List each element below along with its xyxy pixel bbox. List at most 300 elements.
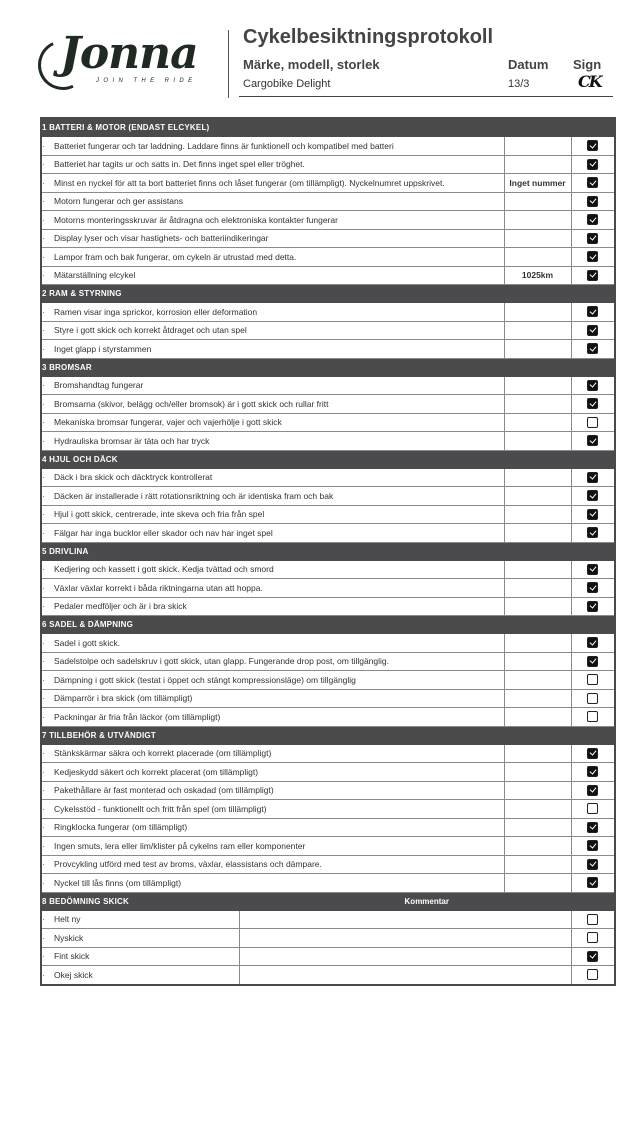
item-text: Pedaler medföljer och är i bra skick [54,601,187,612]
checklist-item [41,524,504,543]
check-cell [571,413,615,432]
assessment-option [41,929,239,948]
check-cell [571,744,615,763]
item-text: Fälgar har inga bucklor eller skador och nav har inget spel [54,527,273,538]
comment-cell[interactable] [504,560,571,579]
check-cell [571,671,615,690]
check-cell [571,340,615,359]
comment-cell[interactable] [504,818,571,837]
checklist-row [41,192,615,211]
bullet-icon: · [42,951,45,962]
section-header [41,450,615,468]
item-text: Däcken är installerade i rätt rotationsriktning och är identiska fram och bak [54,490,334,501]
checklist-row [41,487,615,506]
comment-cell[interactable] [504,800,571,819]
checkbox-checked-icon[interactable] [587,380,598,391]
comment-cell[interactable] [504,579,571,598]
check-cell [571,652,615,671]
checkbox-empty-icon[interactable] [587,969,598,980]
checklist-item [41,800,504,819]
checkbox-checked-icon[interactable] [587,840,598,851]
checklist-item [41,708,504,727]
bullet-icon: · [42,435,45,446]
checklist-item [41,634,504,653]
check-cell [571,579,615,598]
item-text: Minst en nyckel för att ta bort batteriet finns och låset fungerar (om tillämpligt). Nyckelnumret uppskrivet. [54,177,445,188]
comment-cell[interactable] [504,505,571,524]
sign-label: Sign [573,57,602,72]
comment-cell[interactable] [504,874,571,893]
date-value[interactable]: 13/3 [508,78,530,90]
item-text: Pakethållare är fast monterad och oskadad (om tillämpligt) [54,785,274,796]
checklist-row [41,303,615,322]
checklist-item [41,174,504,193]
checkbox-checked-icon[interactable] [587,527,598,538]
item-text: Nyckel till lås finns (om tillämpligt) [54,877,182,888]
bullet-icon: · [42,969,45,980]
bullet-icon: · [42,601,45,612]
checklist-row [41,174,615,193]
checklist-row [41,689,615,708]
checkbox-empty-icon[interactable] [587,693,598,704]
item-text: Packningar är fria från läckor (om tillämpligt) [54,711,221,722]
checklist-item [41,395,504,414]
check-cell [571,192,615,211]
comment-cell[interactable] [504,597,571,616]
checklist-item [41,192,504,211]
comment-cell[interactable] [504,413,571,432]
item-text: Dämparrör i bra skick (om tillämpligt) [54,693,193,704]
checkbox-checked-icon[interactable] [587,472,598,483]
check-cell [571,818,615,837]
section-header [41,542,615,560]
bullet-icon: · [42,233,45,244]
checklist-row [41,818,615,837]
bullet-icon: · [42,196,45,207]
check-cell [571,966,615,985]
check-cell [571,781,615,800]
check-cell [571,248,615,267]
section-header [41,616,615,634]
comment-cell[interactable] [504,340,571,359]
checkbox-checked-icon[interactable] [587,785,598,796]
item-text: Display lyser och visar hastighets- och batteriindikeringar [54,233,269,244]
item-text: Ingen smuts, lera eller lim/klister på cykelns ram eller komponenter [54,840,306,851]
section-title: 6 SADEL & DÄMPNING [41,616,615,634]
checkbox-checked-icon[interactable] [587,306,598,317]
section-title: 1 BATTERI & MOTOR (ENDAST ELCYKEL) [41,118,615,137]
comment-cell[interactable] [504,137,571,156]
comment-cell[interactable] [504,671,571,690]
comment-cell[interactable] [239,929,571,948]
checklist-row [41,137,615,156]
bullet-icon: · [42,527,45,538]
checklist-item [41,781,504,800]
assessment-option [41,910,239,929]
checklist-item [41,155,504,174]
section-header [41,358,615,376]
comment-cell[interactable] [504,321,571,340]
checkbox-checked-icon[interactable] [587,637,598,648]
bullet-icon: · [42,177,45,188]
item-text: Hjul i gott skick, centrerade, inte skeva och fria från spel [54,509,265,520]
checklist-row [41,395,615,414]
bullet-icon: · [42,932,45,943]
checkbox-checked-icon[interactable] [587,951,598,962]
brand-label: Märke, modell, storlek [243,57,380,72]
comment-cell[interactable] [239,947,571,966]
item-text: Mekaniska bromsar fungerar, vajer och vajerhölje i gott skick [54,417,282,428]
bullet-icon: · [42,417,45,428]
checkbox-checked-icon[interactable] [587,251,598,262]
logo-wordmark: Jonna [60,28,198,79]
checkbox-checked-icon[interactable] [587,877,598,888]
section-title: 2 RAM & STYRNING [41,285,615,303]
checkbox-checked-icon[interactable] [587,822,598,833]
checklist-row [41,652,615,671]
checkbox-checked-icon[interactable] [587,177,598,188]
option-text: Nyskick [54,932,84,943]
checklist-item [41,505,504,524]
check-cell [571,947,615,966]
checklist-item [41,818,504,837]
item-text: Kedjeskydd säkert och korrekt placerat (om tillämpligt) [54,766,259,777]
check-cell [571,211,615,230]
checklist-row [41,763,615,782]
checklist-row [41,321,615,340]
check-cell [571,155,615,174]
bullet-icon: · [42,748,45,759]
checkbox-empty-icon[interactable] [587,932,598,943]
checklist-item [41,432,504,451]
checklist-item [41,413,504,432]
item-text: Bromsarna (skivor, belägg och/eller bromsok) är i gott skick och rullar fritt [54,398,329,409]
section-title: 4 HJUL OCH DÄCK [41,450,615,468]
comment-column-header: Kommentar [239,892,615,910]
comment-cell[interactable] [504,303,571,322]
bullet-icon: · [42,785,45,796]
option-text: Helt ny [54,914,81,925]
bullet-icon: · [42,914,45,925]
comment-cell[interactable] [504,487,571,506]
bullet-icon: · [42,822,45,833]
comment-cell[interactable] [504,634,571,653]
checklist-item [41,652,504,671]
bullet-icon: · [42,693,45,704]
checklist-row [41,855,615,874]
comment-cell[interactable] [504,395,571,414]
check-cell [571,689,615,708]
checklist-row [41,524,615,543]
checklist-row [41,597,615,616]
comment-cell[interactable] [504,155,571,174]
check-cell [571,303,615,322]
section-header [41,285,615,303]
comment-cell[interactable] [504,744,571,763]
bullet-icon: · [42,159,45,170]
checklist-item [41,376,504,395]
checklist-row [41,340,615,359]
comment-cell[interactable]: 1025km [504,266,571,285]
option-text: Fint skick [54,951,90,962]
checkbox-checked-icon[interactable] [587,435,598,446]
section-title: 5 DRIVLINA [41,542,615,560]
bullet-icon: · [42,877,45,888]
checkbox-checked-icon[interactable] [587,196,598,207]
comment-cell[interactable] [239,910,571,929]
bullet-icon: · [42,656,45,667]
section-header [41,892,615,910]
checklist-row [41,874,615,893]
checklist-row [41,229,615,248]
bullet-icon: · [42,803,45,814]
checklist-item [41,303,504,322]
check-cell [571,837,615,856]
comment-cell[interactable] [504,855,571,874]
comment-cell[interactable] [504,211,571,230]
item-text: Cykelsstöd - funktionellt och fritt från spel (om tillämpligt) [54,803,267,814]
header-divider [228,30,229,98]
checkbox-empty-icon[interactable] [587,674,598,685]
checkbox-checked-icon[interactable] [587,859,598,870]
checkbox-checked-icon[interactable] [587,748,598,759]
comment-cell[interactable] [239,966,571,985]
check-cell [571,468,615,487]
checklist-row [41,432,615,451]
check-cell [571,560,615,579]
bullet-icon: · [42,270,45,281]
comment-cell[interactable] [504,689,571,708]
check-cell [571,174,615,193]
bullet-icon: · [42,306,45,317]
checklist-item [41,321,504,340]
check-cell [571,855,615,874]
checklist-item [41,579,504,598]
checkbox-checked-icon[interactable] [587,490,598,501]
bullet-icon: · [42,509,45,520]
checklist-row [41,708,615,727]
assessment-row [41,929,615,948]
checklist-item [41,744,504,763]
item-text: Ringklocka fungerar (om tillämpligt) [54,822,188,833]
signature[interactable]: CK [578,72,601,91]
item-text: Ramen visar inga sprickor, korrosion eller deformation [54,306,258,317]
checklist-item [41,560,504,579]
checkbox-checked-icon[interactable] [587,214,598,225]
checkbox-checked-icon[interactable] [587,766,598,777]
check-cell [571,487,615,506]
checkbox-empty-icon[interactable] [587,914,598,925]
check-cell [571,597,615,616]
bullet-icon: · [42,214,45,225]
bullet-icon: · [42,472,45,483]
comment-cell[interactable] [504,763,571,782]
checkbox-checked-icon[interactable] [587,582,598,593]
checklist-item [41,229,504,248]
comment-cell[interactable] [504,524,571,543]
check-cell [571,634,615,653]
item-text: Växlar växlar korrekt i båda riktningarna utan att hoppa. [54,582,263,593]
jonna-logo [38,30,208,92]
check-cell [571,763,615,782]
bullet-icon: · [42,343,45,354]
bullet-icon: · [42,564,45,575]
checklist-item [41,266,504,285]
checklist-row [41,800,615,819]
item-text: Sadelstolpe och sadelskruv i gott skick, utan glapp. Fungerande drop post, om tillgänglig. [54,656,390,667]
check-cell [571,321,615,340]
comment-cell[interactable] [504,229,571,248]
item-text: Stänkskärmar säkra och korrekt placerade (om tillämpligt) [54,748,272,759]
checklist-item [41,837,504,856]
bullet-icon: · [42,859,45,870]
item-text: Lampor fram och bak fungerar, om cykeln är utrustad med detta. [54,251,297,262]
bullet-icon: · [42,582,45,593]
checklist-row [41,413,615,432]
comment-cell[interactable] [504,248,571,267]
comment-cell[interactable] [504,708,571,727]
check-cell [571,708,615,727]
bullet-icon: · [42,711,45,722]
item-text: Bromshandtag fungerar [54,380,144,391]
section-title: 7 TILLBEHÖR & UTVÄNDIGT [41,726,615,744]
checkbox-checked-icon[interactable] [587,159,598,170]
header-underline [239,96,613,97]
checkbox-checked-icon[interactable] [587,325,598,336]
check-cell [571,800,615,819]
checkbox-checked-icon[interactable] [587,564,598,575]
item-text: Dämpning i gott skick (testat i öppet och stängt kompressionsläge) om tillgänglig [54,674,356,685]
comment-cell[interactable] [504,781,571,800]
checklist-row [41,671,615,690]
checklist-row [41,634,615,653]
assessment-option [41,947,239,966]
comment-cell[interactable] [504,192,571,211]
item-text: Mätarställning elcykel [54,270,136,281]
item-text: Hydrauliska bromsar är täta och har tryck [54,435,210,446]
comment-cell[interactable] [504,468,571,487]
checkbox-checked-icon[interactable] [587,601,598,612]
comment-cell[interactable] [504,376,571,395]
checkbox-empty-icon[interactable] [587,711,598,722]
item-text: Motorns monteringsskruvar är åtdragna och elektroniska kontakter fungerar [54,214,338,225]
bullet-icon: · [42,398,45,409]
section-title: 3 BROMSAR [41,358,615,376]
bullet-icon: · [42,325,45,336]
check-cell [571,376,615,395]
bullet-icon: · [42,140,45,151]
item-text: Kedjering och kassett i gott skick. Kedja tvättad och smord [54,564,274,575]
checkbox-checked-icon[interactable] [587,509,598,520]
item-text: Provcykling utförd med test av broms, växlar, elassistans och dämpare. [54,859,322,870]
checklist-row [41,560,615,579]
checklist-row [41,248,615,267]
logo-tagline: JOIN THE RIDE [96,78,197,84]
assessment-option [41,966,239,985]
check-cell [571,929,615,948]
checklist-item [41,597,504,616]
checklist-item [41,340,504,359]
item-text: Däck i bra skick och däcktryck kontrollerat [54,472,213,483]
checklist-item [41,137,504,156]
comment-cell[interactable] [504,652,571,671]
check-cell [571,266,615,285]
checkbox-empty-icon[interactable] [587,803,598,814]
document-title: Cykelbesiktningsprotokoll [243,26,494,48]
checkbox-checked-icon[interactable] [587,140,598,151]
check-cell [571,137,615,156]
checkbox-empty-icon[interactable] [587,417,598,428]
assessment-row [41,966,615,985]
checkbox-checked-icon[interactable] [587,343,598,354]
checklist-row [41,579,615,598]
checklist-item [41,689,504,708]
assessment-row [41,947,615,966]
checklist-item [41,468,504,487]
section-title: 8 BEDÖMNING SKICK [41,892,239,910]
checkbox-checked-icon[interactable] [587,656,598,667]
check-cell [571,432,615,451]
date-label: Datum [508,57,549,72]
checklist-row [41,468,615,487]
assessment-row [41,910,615,929]
checklist-item [41,874,504,893]
checklist-item [41,487,504,506]
checklist-item [41,855,504,874]
item-text: Batteriet fungerar och tar laddning. Laddare finns är funktionell och kompatibel med batteri [54,140,394,151]
comment-cell[interactable] [504,837,571,856]
checklist-row [41,155,615,174]
checkbox-checked-icon[interactable] [587,233,598,244]
bullet-icon: · [42,637,45,648]
check-cell [571,910,615,929]
option-text: Okej skick [54,969,93,980]
bullet-icon: · [42,840,45,851]
checkbox-checked-icon[interactable] [587,270,598,281]
item-text: Sadel i gott skick. [54,637,121,648]
inspection-table [40,117,616,986]
check-cell [571,229,615,248]
check-cell [571,874,615,893]
section-header [41,726,615,744]
checklist-item [41,248,504,267]
checklist-row [41,744,615,763]
bullet-icon: · [42,766,45,777]
comment-cell[interactable] [504,432,571,451]
checklist-row [41,376,615,395]
bullet-icon: · [42,490,45,501]
checklist-row [41,266,615,285]
checklist-row [41,781,615,800]
check-cell [571,524,615,543]
checkbox-checked-icon[interactable] [587,398,598,409]
check-cell [571,505,615,524]
item-text: Styre i gott skick och korrekt åtdraget och utan spel [54,325,247,336]
bullet-icon: · [42,251,45,262]
checklist-row [41,211,615,230]
check-cell [571,395,615,414]
brand-value[interactable]: Cargobike Delight [243,78,331,90]
checklist-row [41,837,615,856]
item-text: Motorn fungerar och ger assistans [54,196,183,207]
bullet-icon: · [42,380,45,391]
checklist-row [41,505,615,524]
item-text: Inget glapp i styrstammen [54,343,152,354]
comment-cell[interactable]: Inget nummer [504,174,571,193]
item-text: Batteriet har tagits ur och satts in. Det finns inget spel eller tröghet. [54,159,305,170]
bullet-icon: · [42,674,45,685]
checklist-item [41,671,504,690]
